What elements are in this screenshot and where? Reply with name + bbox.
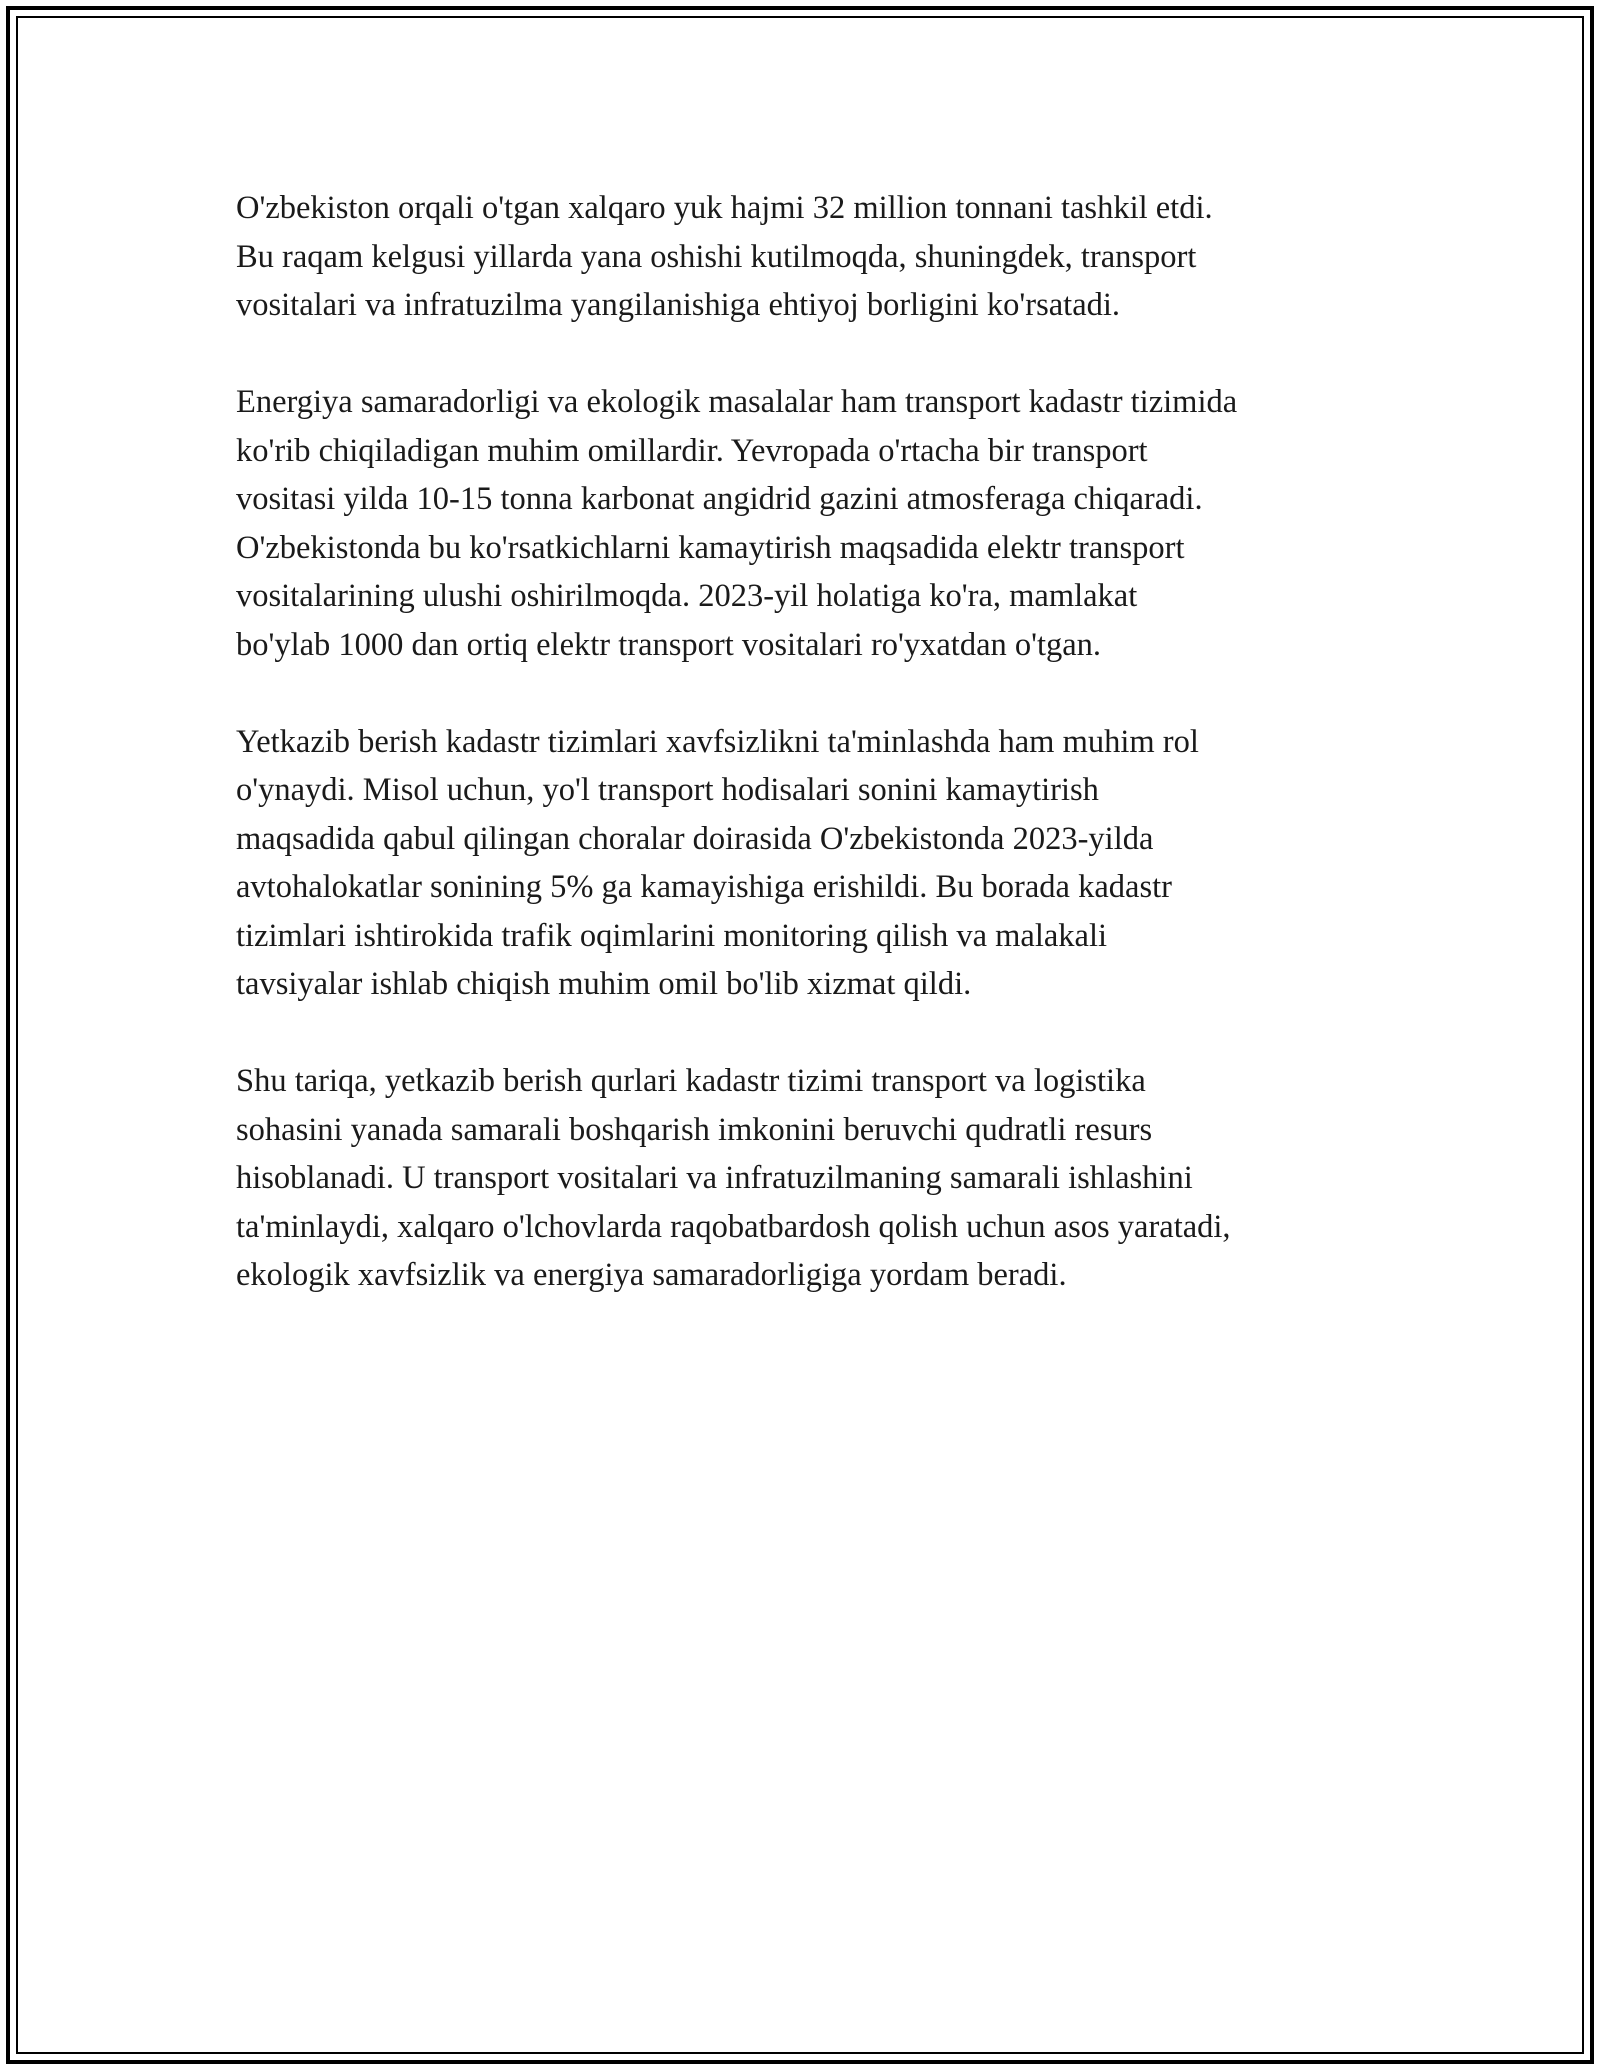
text-line: vositalarining ulushi oshirilmoqda. 2023-yil holatiga ko'ra, mamlakat — [236, 578, 1138, 614]
text-line: tavsiyalar ishlab chiqish muhim omil bo'lib xizmat qildi. — [236, 966, 972, 1002]
paragraph-3 — [236, 718, 1396, 1009]
text-line: Energiya samaradorligi va ekologik masalalar ham transport kadastr tizimida — [236, 384, 1238, 420]
text-line: vositasi yilda 10-15 tonna karbonat angidrid gazini atmosferaga chiqaradi. — [236, 481, 1203, 517]
paragraph-4 — [236, 1057, 1396, 1300]
text-line: hisoblanadi. U transport vositalari va infratuzilmaning samarali ishlashini — [236, 1160, 1193, 1196]
text-line: avtohalokatlar sonining 5% ga kamayishiga erishildi. Bu borada kadastr — [236, 869, 1172, 905]
paragraph-1 — [236, 184, 1396, 330]
text-line: bo'ylab 1000 dan ortiq elektr transport vositalari ro'yxatdan o'tgan. — [236, 626, 1102, 663]
text-line: O'zbekistonda bu ko'rsatkichlarni kamaytirish maqsadida elektr transport — [236, 529, 1185, 566]
text-line: Shu tariqa, yetkazib berish qurlari kadastr tizimi transport va logistika — [236, 1063, 1146, 1099]
text-line: tizimlari ishtirokida trafik oqimlarini monitoring qilish va malakali — [236, 917, 1108, 954]
text-line: sohasini yanada samarali boshqarish imkonini beruvchi qudratli resurs — [236, 1111, 1153, 1148]
document-body — [236, 184, 1396, 1348]
text-line: ta'minlaydi, xalqaro o'lchovlarda raqobatbardosh qolish uchun asos yaratadi, — [236, 1208, 1231, 1245]
text-line: Bu raqam kelgusi yillarda yana oshishi kutilmoqda, shuningdek, transport — [236, 238, 1197, 275]
text-line: o'ynaydi. Misol uchun, yo'l transport hodisalari sonini kamaytirish — [236, 772, 1099, 808]
text-line: ko'rib chiqiladigan muhim omillardir. Yevropada o'rtacha bir transport — [236, 432, 1148, 469]
text-line: maqsadida qabul qilingan choralar doirasida O'zbekistonda 2023-yilda — [236, 820, 1154, 857]
text-line: Yetkazib berish kadastr tizimlari xavfsizlikni ta'minlashda ham muhim rol — [236, 723, 1199, 760]
text-line: vositalari va infratuzilma yangilanishiga ehtiyoj borligini ko'rsatadi. — [236, 287, 1121, 323]
paragraph-2 — [236, 378, 1396, 669]
text-line: O'zbekiston orqali o'tgan xalqaro yuk hajmi 32 million tonnani tashkil etdi. — [236, 190, 1213, 226]
text-line: ekologik xavfsizlik va energiya samaradorligiga yordam beradi. — [236, 1257, 1067, 1293]
